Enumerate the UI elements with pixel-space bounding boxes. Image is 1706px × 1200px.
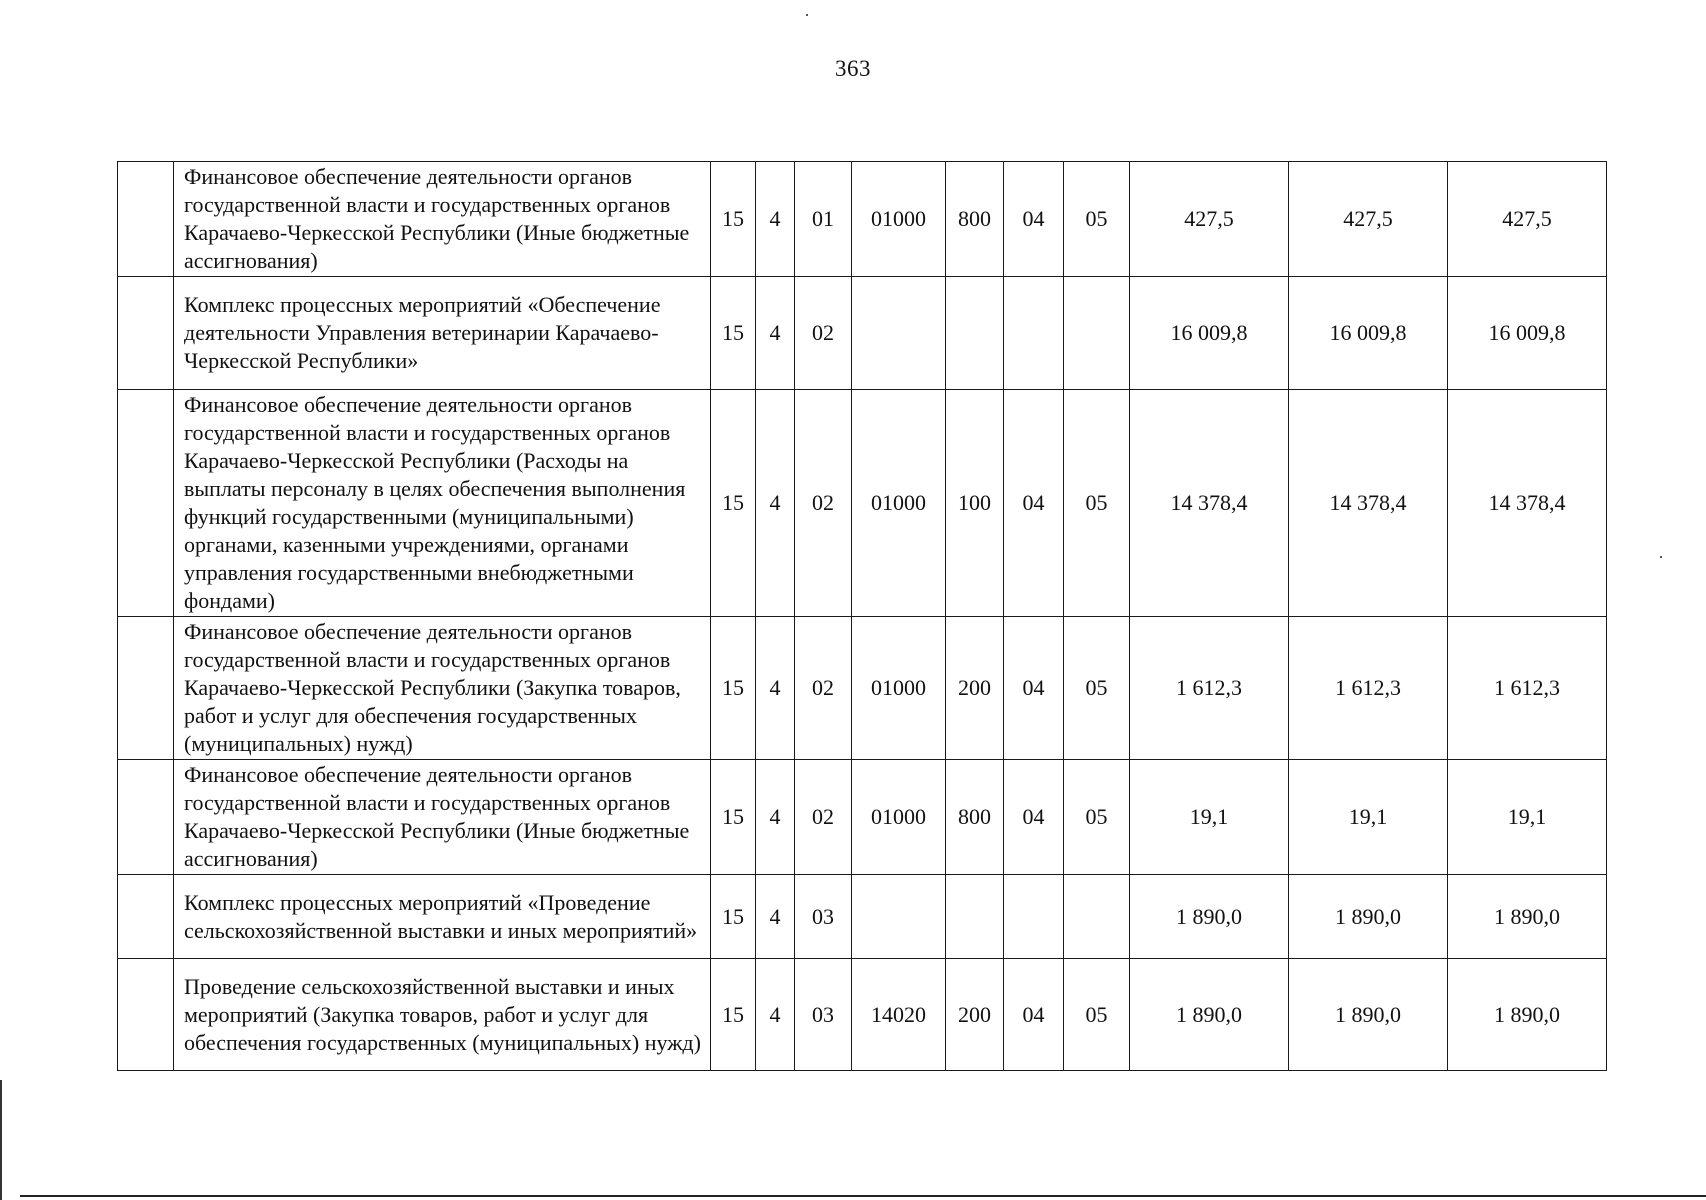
code-cell-1: 15 xyxy=(711,277,756,390)
code-cell-4: 01000 xyxy=(852,760,946,875)
code-cell-5: 200 xyxy=(946,959,1004,1071)
row-name-cell: Финансовое обеспечение деятельности органов государственной власти и государственных органов Карачаево-Черкесской Республики (Иные бюджетные ассигнования) xyxy=(174,162,711,277)
amount-cell-1: 427,5 xyxy=(1130,162,1289,277)
code-cell-5: 100 xyxy=(946,390,1004,617)
code-cell-6: 04 xyxy=(1004,390,1064,617)
table-row xyxy=(118,277,1607,390)
code-cell-2: 4 xyxy=(756,390,795,617)
amount-cell-2: 1 890,0 xyxy=(1289,875,1448,959)
code-cell-2: 4 xyxy=(756,162,795,277)
row-name-cell: Финансовое обеспечение деятельности органов государственной власти и государственных органов Карачаево-Черкесской Республики (Расходы на выплаты персоналу в целях обеспечения выполнения функций государственными (муниципальными) органами, казенными учреждениями, органами управления государственными внебюджетными фондами) xyxy=(174,390,711,617)
code-cell-2: 4 xyxy=(756,760,795,875)
bottom-rule xyxy=(20,1195,1706,1197)
amount-cell-3: 1 612,3 xyxy=(1448,617,1607,760)
code-cell-4: 14020 xyxy=(852,959,946,1071)
code-cell-7: 05 xyxy=(1064,390,1130,617)
amount-cell-3: 427,5 xyxy=(1448,162,1607,277)
amount-cell-2: 427,5 xyxy=(1289,162,1448,277)
table-row xyxy=(118,760,1607,875)
row-name-cell: Финансовое обеспечение деятельности органов государственной власти и государственных органов Карачаево-Черкесской Республики (Закупка товаров, работ и услуг для обеспечения государственных (муниципальных) нужд) xyxy=(174,617,711,760)
amount-cell-3: 1 890,0 xyxy=(1448,875,1607,959)
code-cell-6 xyxy=(1004,277,1064,390)
amount-cell-1: 1 890,0 xyxy=(1130,959,1289,1071)
empty-index-cell xyxy=(118,390,174,617)
scan-edge-mark xyxy=(0,1080,2,1200)
code-cell-2: 4 xyxy=(756,875,795,959)
code-cell-1: 15 xyxy=(711,959,756,1071)
code-cell-6 xyxy=(1004,875,1064,959)
amount-cell-1: 16 009,8 xyxy=(1130,277,1289,390)
amount-cell-1: 14 378,4 xyxy=(1130,390,1289,617)
row-name-cell: Проведение сельскохозяйственной выставки и иных мероприятий (Закупка товаров, работ и услуг для обеспечения государственных (муниципальных) нужд) xyxy=(174,959,711,1071)
code-cell-6: 04 xyxy=(1004,760,1064,875)
amount-cell-2: 16 009,8 xyxy=(1289,277,1448,390)
row-name-cell: Комплекс процессных мероприятий «Проведение сельскохозяйственной выставки и иных мероприятий» xyxy=(174,875,711,959)
code-cell-5 xyxy=(946,875,1004,959)
amount-cell-2: 14 378,4 xyxy=(1289,390,1448,617)
amount-cell-2: 1 890,0 xyxy=(1289,959,1448,1071)
code-cell-1: 15 xyxy=(711,760,756,875)
code-cell-6: 04 xyxy=(1004,959,1064,1071)
code-cell-5: 800 xyxy=(946,162,1004,277)
table-row xyxy=(118,875,1607,959)
amount-cell-3: 19,1 xyxy=(1448,760,1607,875)
amount-cell-3: 14 378,4 xyxy=(1448,390,1607,617)
code-cell-4: 01000 xyxy=(852,617,946,760)
code-cell-3: 01 xyxy=(795,162,852,277)
code-cell-4 xyxy=(852,875,946,959)
row-name-cell: Финансовое обеспечение деятельности органов государственной власти и государственных органов Карачаево-Черкесской Республики (Иные бюджетные ассигнования) xyxy=(174,760,711,875)
code-cell-7: 05 xyxy=(1064,162,1130,277)
table-body xyxy=(118,162,1607,1071)
code-cell-1: 15 xyxy=(711,875,756,959)
amount-cell-1: 1 612,3 xyxy=(1130,617,1289,760)
budget-table xyxy=(117,161,1607,1071)
amount-cell-1: 19,1 xyxy=(1130,760,1289,875)
code-cell-1: 15 xyxy=(711,617,756,760)
code-cell-4: 01000 xyxy=(852,162,946,277)
code-cell-2: 4 xyxy=(756,959,795,1071)
empty-index-cell xyxy=(118,277,174,390)
table-row xyxy=(118,162,1607,277)
table-row xyxy=(118,390,1607,617)
code-cell-7: 05 xyxy=(1064,760,1130,875)
code-cell-3: 02 xyxy=(795,277,852,390)
amount-cell-2: 19,1 xyxy=(1289,760,1448,875)
scan-speck xyxy=(806,14,808,16)
code-cell-2: 4 xyxy=(756,277,795,390)
page-number: 363 xyxy=(835,56,871,81)
amount-cell-2: 1 612,3 xyxy=(1289,617,1448,760)
code-cell-1: 15 xyxy=(711,390,756,617)
scan-speck xyxy=(1660,556,1662,558)
code-cell-7 xyxy=(1064,277,1130,390)
code-cell-7: 05 xyxy=(1064,617,1130,760)
table-row xyxy=(118,959,1607,1071)
empty-index-cell xyxy=(118,875,174,959)
code-cell-6: 04 xyxy=(1004,617,1064,760)
amount-cell-3: 16 009,8 xyxy=(1448,277,1607,390)
code-cell-3: 03 xyxy=(795,875,852,959)
code-cell-5 xyxy=(946,277,1004,390)
empty-index-cell xyxy=(118,760,174,875)
code-cell-5: 800 xyxy=(946,760,1004,875)
code-cell-2: 4 xyxy=(756,617,795,760)
amount-cell-1: 1 890,0 xyxy=(1130,875,1289,959)
code-cell-4: 01000 xyxy=(852,390,946,617)
amount-cell-3: 1 890,0 xyxy=(1448,959,1607,1071)
code-cell-1: 15 xyxy=(711,162,756,277)
row-name-cell: Комплекс процессных мероприятий «Обеспечение деятельности Управления ветеринарии Карачаево-Черкесской Республики» xyxy=(174,277,711,390)
code-cell-3: 02 xyxy=(795,390,852,617)
code-cell-5: 200 xyxy=(946,617,1004,760)
empty-index-cell xyxy=(118,162,174,277)
empty-index-cell xyxy=(118,959,174,1071)
code-cell-3: 02 xyxy=(795,760,852,875)
table-row xyxy=(118,617,1607,760)
code-cell-7 xyxy=(1064,875,1130,959)
code-cell-6: 04 xyxy=(1004,162,1064,277)
code-cell-3: 03 xyxy=(795,959,852,1071)
code-cell-3: 02 xyxy=(795,617,852,760)
code-cell-7: 05 xyxy=(1064,959,1130,1071)
empty-index-cell xyxy=(118,617,174,760)
code-cell-4 xyxy=(852,277,946,390)
